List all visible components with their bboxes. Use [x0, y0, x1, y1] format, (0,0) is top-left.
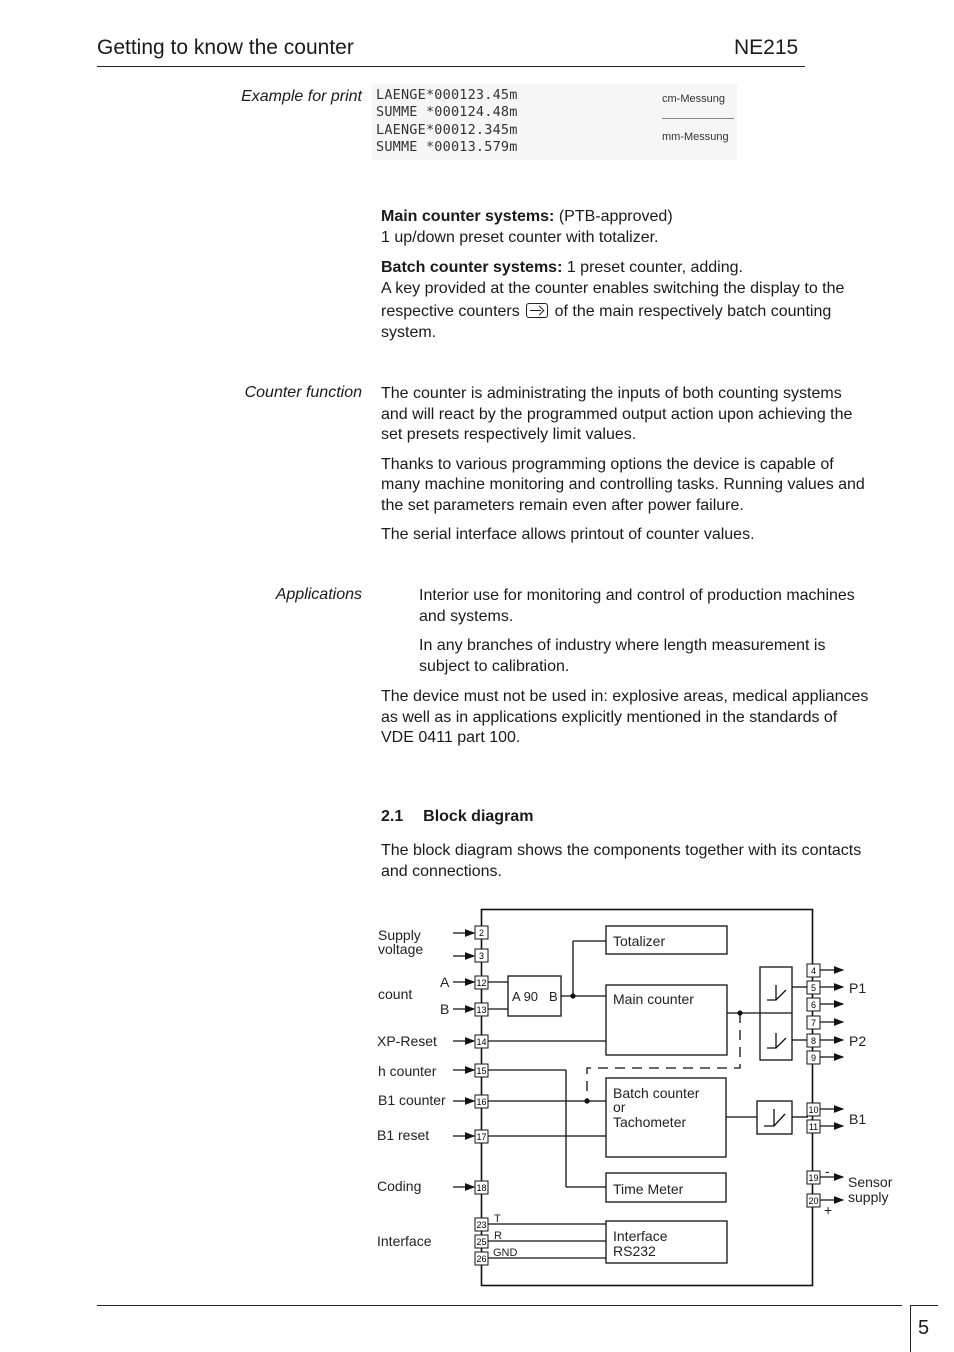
- text-line: many machine monitoring and controlling tasks. Running values and: [381, 476, 865, 493]
- interface-label: Interface: [377, 1233, 432, 1249]
- rs232-label: RS232: [613, 1243, 656, 1259]
- text-line: Thanks to various programming options the device is capable of: [381, 455, 834, 473]
- text-line: and systems.: [419, 607, 514, 625]
- text-line: The block diagram shows the components together with its contacts: [381, 842, 862, 859]
- pin-label: 20: [808, 1196, 819, 1206]
- batch-systems-desc: respective counters: [381, 303, 520, 320]
- text-line: Interior use for monitoring and control of production machines: [419, 587, 855, 604]
- input-b-label: B: [440, 1001, 450, 1017]
- text-line: VDE 0411 part 100.: [381, 729, 521, 746]
- pin-label: 6: [810, 1000, 817, 1010]
- text-line: The device must not be used in: explosive areas, medical appliances: [381, 688, 869, 705]
- a90-label: A 90: [512, 989, 539, 1004]
- main-systems-title: Main counter systems:: [381, 208, 555, 225]
- pin-label: 26: [476, 1254, 487, 1264]
- tachometer-label: Tachometer: [613, 1114, 687, 1130]
- pin-label: 8: [810, 1036, 817, 1046]
- mm-messung-label: mm-Messung: [662, 131, 729, 143]
- text-line: subject to calibration.: [419, 657, 570, 675]
- print-line: LAENGE*000123.45m: [376, 87, 518, 103]
- text-line: the set parameters remain even after power failure.: [381, 496, 744, 514]
- batch-systems-desc: system.: [381, 323, 437, 341]
- cm-messung-label: cm-Messung: [662, 93, 725, 105]
- applications-label: Applications: [275, 586, 362, 603]
- iface-r-label: R: [494, 1230, 502, 1242]
- batch-systems-desc: A key provided at the counter enables switching the display to the: [381, 279, 845, 297]
- print-line: SUMME *000124.48m: [376, 104, 518, 120]
- b1-counter-label: B1 counter: [378, 1092, 446, 1108]
- pin-label: 17: [476, 1132, 487, 1142]
- minus-sign: -: [825, 1163, 830, 1179]
- output-p2-label: P2: [849, 1033, 867, 1049]
- pin-label: 10: [808, 1105, 819, 1115]
- pin-label: 15: [476, 1066, 487, 1076]
- batch-systems-title: Batch counter systems:: [381, 259, 563, 276]
- sensor-supply-label: supply: [848, 1189, 889, 1205]
- pin-label: 16: [476, 1097, 487, 1107]
- footer-divider: [911, 1305, 938, 1306]
- counter-function-label: Counter function: [244, 384, 362, 401]
- a90-b-label: B: [549, 989, 558, 1004]
- pin-label: 9: [810, 1053, 817, 1063]
- pin-label: 5: [810, 983, 817, 993]
- main-systems-note: (PTB-approved): [554, 208, 673, 225]
- supply-label: Supply: [378, 927, 421, 943]
- pin-label: 18: [476, 1183, 487, 1193]
- time-meter-label: Time Meter: [613, 1181, 684, 1197]
- supply-label: voltage: [378, 941, 424, 957]
- pin-label: 14: [476, 1037, 487, 1047]
- page-header-title: Getting to know the counter: [97, 36, 354, 59]
- pin-label: 19: [808, 1173, 819, 1183]
- pin-label: 3: [478, 951, 485, 961]
- text-line: and connections.: [381, 862, 502, 880]
- batch-systems-note: 1 preset counter, adding.: [562, 259, 743, 276]
- batch-or-label: or: [613, 1099, 626, 1115]
- interface-block-label: Interface: [613, 1228, 668, 1244]
- iface-t-label: T: [494, 1213, 501, 1225]
- pin-label: 4: [810, 966, 817, 976]
- xp-reset-label: XP-Reset: [377, 1033, 437, 1049]
- pin-label: 11: [808, 1122, 819, 1132]
- print-line: SUMME *00013.579m: [376, 139, 518, 155]
- input-a-label: A: [440, 974, 450, 990]
- example-print-label: Example for print: [241, 88, 362, 105]
- sensor-supply-label: Sensor: [848, 1174, 893, 1190]
- output-b1-label: B1: [849, 1111, 867, 1127]
- text-line: The serial interface allows printout of counter values.: [381, 526, 755, 543]
- page-number: 5: [918, 1317, 930, 1339]
- pin-label: 23: [476, 1220, 487, 1230]
- pin-label: 2: [478, 928, 485, 938]
- print-line: LAENGE*00012.345m: [376, 122, 518, 138]
- text-line: The counter is administrating the inputs of both counting systems: [381, 385, 842, 402]
- count-label: count: [378, 986, 413, 1002]
- plus-sign: +: [824, 1202, 833, 1218]
- page-header-model: NE215: [734, 36, 799, 59]
- text-line: and will react by the programmed output action upon achieving the: [381, 405, 853, 423]
- text-line: In any branches of industry where length measurement is: [419, 637, 826, 654]
- main-counter-label: Main counter: [613, 991, 694, 1007]
- main-systems-desc: 1 up/down preset counter with totalizer.: [381, 228, 659, 246]
- iface-gnd-label: GND: [493, 1247, 518, 1259]
- batch-counter-label: Batch counter: [613, 1085, 700, 1101]
- pin-label: 25: [476, 1237, 487, 1247]
- pin-label: 7: [810, 1018, 817, 1028]
- pin-label: 12: [476, 978, 487, 988]
- section-number: 2.1: [381, 808, 404, 825]
- output-p1-label: P1: [849, 980, 867, 996]
- pin-label: 13: [476, 1005, 487, 1015]
- footer-divider: [97, 1305, 902, 1306]
- text-line: set presets respectively limit values.: [381, 426, 637, 443]
- b1-reset-label: B1 reset: [377, 1127, 430, 1143]
- h-counter-label: h counter: [378, 1063, 437, 1079]
- text-line: as well as in applications explicitly mentioned in the standards of: [381, 708, 838, 726]
- batch-systems-desc: of the main respectively batch counting: [554, 303, 832, 320]
- footer-divider-vertical: [910, 1305, 911, 1352]
- coding-label: Coding: [377, 1178, 422, 1194]
- section-title: Block diagram: [423, 808, 534, 825]
- totalizer-label: Totalizer: [613, 933, 666, 949]
